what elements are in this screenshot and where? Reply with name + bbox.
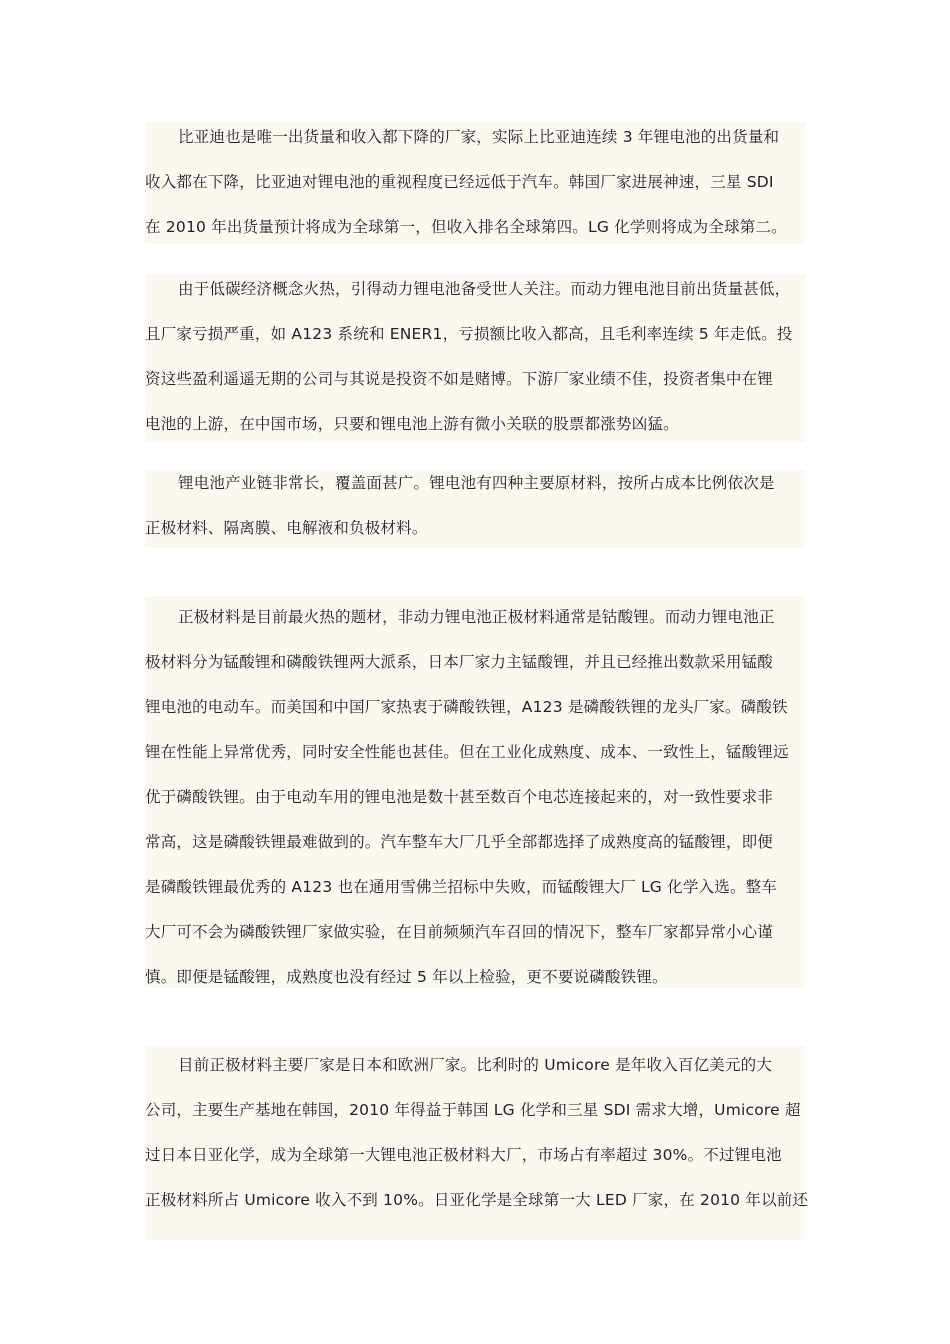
paragraph-2-line-3: 资这些盈利遥遥无期的公司与其说是投资不如是赌博。下游厂家业绩不佳，投资者集中在锂 bbox=[145, 370, 774, 388]
paragraph-2-line-4: 电池的上游，在中国市场，只要和锂电池上游有微小关联的股票都涨势凶猛。 bbox=[145, 415, 679, 433]
paragraph-1-line-2: 收入都在下降，比亚迪对锂电池的重视程度已经远低于汽车。韩国厂家进展神速，三星 SDI bbox=[145, 173, 774, 191]
paragraph-1-line-1: 比亚迪也是唯一出货量和收入都下降的厂家，实际上比亚迪连续 3 年锂电池的出货量和 bbox=[178, 128, 780, 146]
paragraph-5-line-1: 目前正极材料主要厂家是日本和欧洲厂家。比利时的 Umicore 是年收入百亿美元的大 bbox=[178, 1056, 773, 1074]
paragraph-5 bbox=[145, 1046, 809, 1240]
paragraph-2 bbox=[145, 274, 805, 442]
paragraph-1-line-3: 在 2010 年出货量预计将成为全球第一，但收入排名全球第四。LG 化学则将成为全球第二。 bbox=[145, 218, 787, 236]
paragraph-2-line-1: 由于低碳经济概念火热，引得动力锂电池备受世人关注。而动力锂电池目前出货量甚低， bbox=[178, 280, 791, 298]
paragraph-5-line-2: 公司，主要生产基地在韩国，2010 年得益于韩国 LG 化学和三星 SDI 需求大增，Umicore 超 bbox=[145, 1101, 801, 1119]
paragraph-4-line-3: 锂电池的电动车。而美国和中国厂家热衷于磷酸铁锂，A123 是磷酸铁锂的龙头厂家。磷酸铁 bbox=[145, 698, 788, 716]
paragraph-1 bbox=[145, 122, 805, 244]
paragraph-4-line-8: 大厂可不会为磷酸铁锂厂家做实验，在目前频频汽车召回的情况下，整车厂家都异常小心谨 bbox=[145, 923, 774, 941]
paragraph-3 bbox=[145, 470, 805, 548]
paragraph-4-line-6: 常高，这是磷酸铁锂最难做到的。汽车整车大厂几乎全部都选择了成熟度高的锰酸锂，即便 bbox=[145, 833, 774, 851]
paragraph-4-line-4: 锂在性能上异常优秀，同时安全性能也甚佳。但在工业化成熟度、成本、一致性上，锰酸锂远 bbox=[145, 743, 789, 761]
paragraph-5-line-4: 正极材料所占 Umicore 收入不到 10%。日亚化学是全球第一大 LED 厂家，在 2010 年以前还 bbox=[145, 1191, 809, 1209]
paragraph-4-line-9: 慎。即便是锰酸锂，成熟度也没有经过 5 年以上检验，更不要说磷酸铁锂。 bbox=[145, 968, 668, 986]
paragraph-3-line-2: 正极材料、隔离膜、电解液和负极材料。 bbox=[145, 519, 428, 537]
paragraph-4 bbox=[145, 596, 805, 988]
paragraph-2-line-2: 且厂家亏损严重，如 A123 系统和 ENER1，亏损额比收入都高，且毛利率连续 5 年走低。投 bbox=[145, 325, 793, 343]
paragraph-4-line-2: 极材料分为锰酸锂和磷酸铁锂两大派系，日本厂家力主锰酸锂，并且已经推出数款采用锰酸 bbox=[145, 653, 774, 671]
paragraph-4-line-5: 优于磷酸铁锂。由于电动车用的锂电池是数十甚至数百个电芯连接起来的，对一致性要求非 bbox=[145, 788, 774, 806]
paragraph-4-line-7: 是磷酸铁锂最优秀的 A123 也在通用雪佛兰招标中失败，而锰酸锂大厂 LG 化学入选。整车 bbox=[145, 878, 778, 896]
paragraph-5-line-3: 过日本日亚化学，成为全球第一大锂电池正极材料大厂，市场占有率超过 30%。不过锂电池 bbox=[145, 1146, 782, 1164]
paragraph-3-line-1: 锂电池产业链非常长，覆盖面甚广。锂电池有四种主要原材料，按所占成本比例依次是 bbox=[178, 474, 775, 492]
paragraph-4-line-1: 正极材料是目前最火热的题材，非动力锂电池正极材料通常是钴酸锂。而动力锂电池正 bbox=[178, 608, 775, 626]
